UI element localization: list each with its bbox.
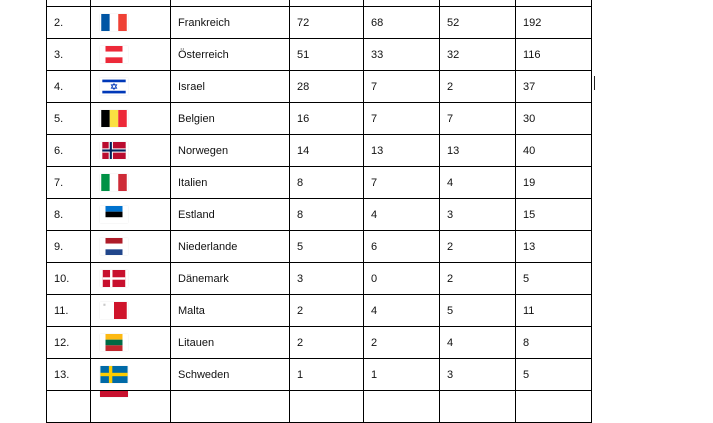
gold-count-cell: 8 [290,167,364,199]
total-count-cell: 11 [516,295,592,327]
bronze-count-cell: 3 [440,199,516,231]
silver-count-cell: 0 [364,263,440,295]
medal-table-body [47,0,592,423]
country-cell: Malta [171,295,290,327]
country-cell: Schweden [171,359,290,391]
gold-count-cell: 51 [290,39,364,71]
flag-cell [91,39,171,71]
silver-count-cell: 2 [364,327,440,359]
flag-denmark-icon [100,270,128,287]
country-cell: Frankreich [171,7,290,39]
table-row [47,103,592,135]
text-cursor [594,76,595,90]
total-count-cell [516,391,592,423]
silver-count-cell: 4 [364,199,440,231]
total-count-cell: 5 [516,359,592,391]
country-cell: Norwegen [171,135,290,167]
bronze-count-cell: 52 [440,7,516,39]
table-row [47,391,592,423]
flag-france-icon [100,14,128,31]
total-count-cell: 5 [516,263,592,295]
silver-count-cell: 7 [364,103,440,135]
gold-count-cell: 2 [290,295,364,327]
silver-count-cell: 4 [364,295,440,327]
gold-count-cell: 72 [290,7,364,39]
flag-partial-icon [100,391,128,397]
silver-count-cell: 1 [364,359,440,391]
flag-lithuania-icon [100,334,128,351]
country-cell: Estland [171,199,290,231]
table-row [47,263,592,295]
bronze-count-cell: 3 [440,359,516,391]
table-row [47,231,592,263]
country-cell [171,391,290,423]
flag-cell [91,199,171,231]
table-row [47,39,592,71]
table-row [47,199,592,231]
flag-cell [91,103,171,135]
table-row [47,359,592,391]
gold-count-cell: 5 [290,231,364,263]
gold-count-cell: 1 [290,359,364,391]
country-cell: Litauen [171,327,290,359]
flag-sweden-icon [100,366,128,383]
total-count-cell: 40 [516,135,592,167]
flag-belgium-icon [100,110,128,127]
rank-cell: 7. [47,167,91,199]
rank-cell: 6. [47,135,91,167]
total-count-cell: 116 [516,39,592,71]
rank-cell: 8. [47,199,91,231]
flag-cell [91,359,171,391]
gold-count-cell: 28 [290,71,364,103]
country-cell: Belgien [171,103,290,135]
medal-table [46,0,592,423]
rank-cell [47,391,91,423]
silver-count-cell: 7 [364,167,440,199]
silver-count-cell: 33 [364,39,440,71]
bronze-count-cell: 2 [440,263,516,295]
table-row [47,327,592,359]
silver-count-cell: 6 [364,231,440,263]
bronze-count-cell: 5 [440,295,516,327]
flag-cell [91,135,171,167]
gold-count-cell: 14 [290,135,364,167]
flag-cell [91,295,171,327]
bronze-count-cell: 2 [440,231,516,263]
flag-cell [91,71,171,103]
rank-cell: 13. [47,359,91,391]
flag-cell [91,167,171,199]
total-count-cell: 13 [516,231,592,263]
table-row [47,135,592,167]
table-row [47,295,592,327]
country-cell: Niederlande [171,231,290,263]
rank-cell: 9. [47,231,91,263]
flag-netherlands-icon [100,238,128,255]
silver-count-cell [364,391,440,423]
gold-count-cell: 16 [290,103,364,135]
country-cell: Österreich [171,39,290,71]
bronze-count-cell: 4 [440,167,516,199]
flag-austria-icon [100,46,128,63]
table-row [47,71,592,103]
rank-cell: 5. [47,103,91,135]
rank-cell: 12. [47,327,91,359]
flag-israel-icon [100,78,128,95]
table-row [47,167,592,199]
silver-count-cell: 13 [364,135,440,167]
flag-italy-icon [100,174,128,191]
flag-cell [91,391,171,423]
rank-cell: 10. [47,263,91,295]
flag-cell [91,263,171,295]
bronze-count-cell: 2 [440,71,516,103]
flag-estonia-icon [100,206,128,223]
gold-count-cell: 8 [290,199,364,231]
rank-cell: 2. [47,7,91,39]
rank-cell: 3. [47,39,91,71]
bronze-count-cell: 4 [440,327,516,359]
rank-cell: 4. [47,71,91,103]
table-row [47,7,592,39]
silver-count-cell: 7 [364,71,440,103]
bronze-count-cell [440,391,516,423]
country-cell: Dänemark [171,263,290,295]
flag-cell [91,7,171,39]
total-count-cell: 192 [516,7,592,39]
total-count-cell: 19 [516,167,592,199]
country-cell: Israel [171,71,290,103]
flag-malta-icon [100,302,128,319]
gold-count-cell: 2 [290,327,364,359]
flag-norway-icon [100,142,128,159]
gold-count-cell [290,391,364,423]
bronze-count-cell: 7 [440,103,516,135]
gold-count-cell: 3 [290,263,364,295]
flag-cell [91,327,171,359]
total-count-cell: 30 [516,103,592,135]
total-count-cell: 37 [516,71,592,103]
flag-cell [91,231,171,263]
country-cell: Italien [171,167,290,199]
rank-cell: 11. [47,295,91,327]
total-count-cell: 8 [516,327,592,359]
silver-count-cell: 68 [364,7,440,39]
bronze-count-cell: 13 [440,135,516,167]
total-count-cell: 15 [516,199,592,231]
bronze-count-cell: 32 [440,39,516,71]
